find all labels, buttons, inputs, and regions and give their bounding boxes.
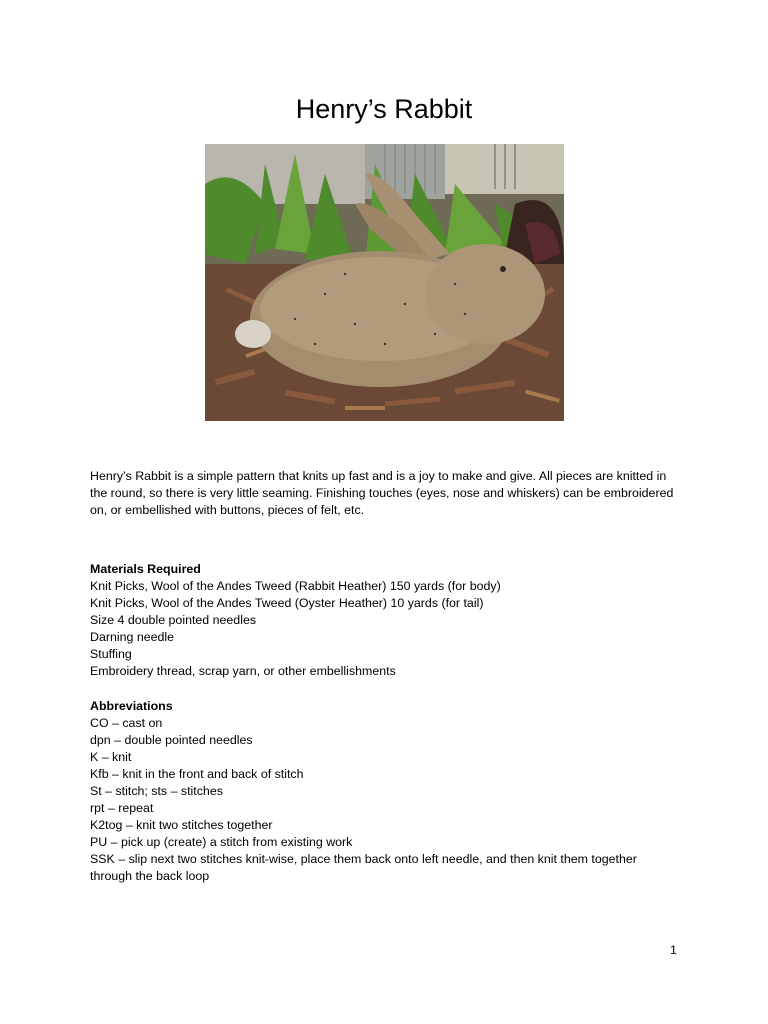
list-item: St – stitch; sts – stitches <box>90 784 223 798</box>
abbreviations-list <box>90 715 690 885</box>
abbreviations-section <box>90 698 690 885</box>
list-item: K2tog – knit two stitches together <box>90 818 273 832</box>
page-title: Henry’s Rabbit <box>295 94 473 124</box>
list-item: Darning needle <box>90 630 175 644</box>
list-item: K – knit <box>90 750 132 764</box>
list-item: Knit Picks, Wool of the Andes Tweed (Oyster Heather) 10 yards (for tail) <box>90 596 484 610</box>
list-item: Embroidery thread, scrap yarn, or other embellishments <box>90 664 396 678</box>
materials-heading: Materials Required <box>90 562 201 576</box>
rabbit-photo <box>205 144 564 421</box>
list-item: rpt – repeat <box>90 801 154 815</box>
list-item: Knit Picks, Wool of the Andes Tweed (Rabbit Heather) 150 yards (for body) <box>90 579 501 593</box>
materials-list <box>90 578 690 680</box>
list-item: PU – pick up (create) a stitch from existing work <box>90 835 353 849</box>
list-item: SSK – slip next two stitches knit-wise, place them back onto left needle, and then knit them together <box>90 852 637 866</box>
intro-paragraph: Henry’s Rabbit is a simple pattern that knits up fast and is a joy to make and give. All pieces are knitted in the round, so there is very little seaming. Finishing touches (eyes, nose and whiskers) can be embroidered on, or embellished with buttons, pieces of felt, etc. <box>90 469 674 517</box>
list-item-continuation: through the back loop <box>90 869 210 883</box>
list-item: Kfb – knit in the front and back of stitch <box>90 767 304 781</box>
list-item: CO – cast on <box>90 716 163 730</box>
abbreviations-heading: Abbreviations <box>90 699 173 713</box>
page-number: 1 <box>670 943 677 957</box>
list-item: Size 4 double pointed needles <box>90 613 257 627</box>
list-item: Stuffing <box>90 647 132 661</box>
list-item: dpn – double pointed needles <box>90 733 253 747</box>
materials-section <box>90 561 690 680</box>
